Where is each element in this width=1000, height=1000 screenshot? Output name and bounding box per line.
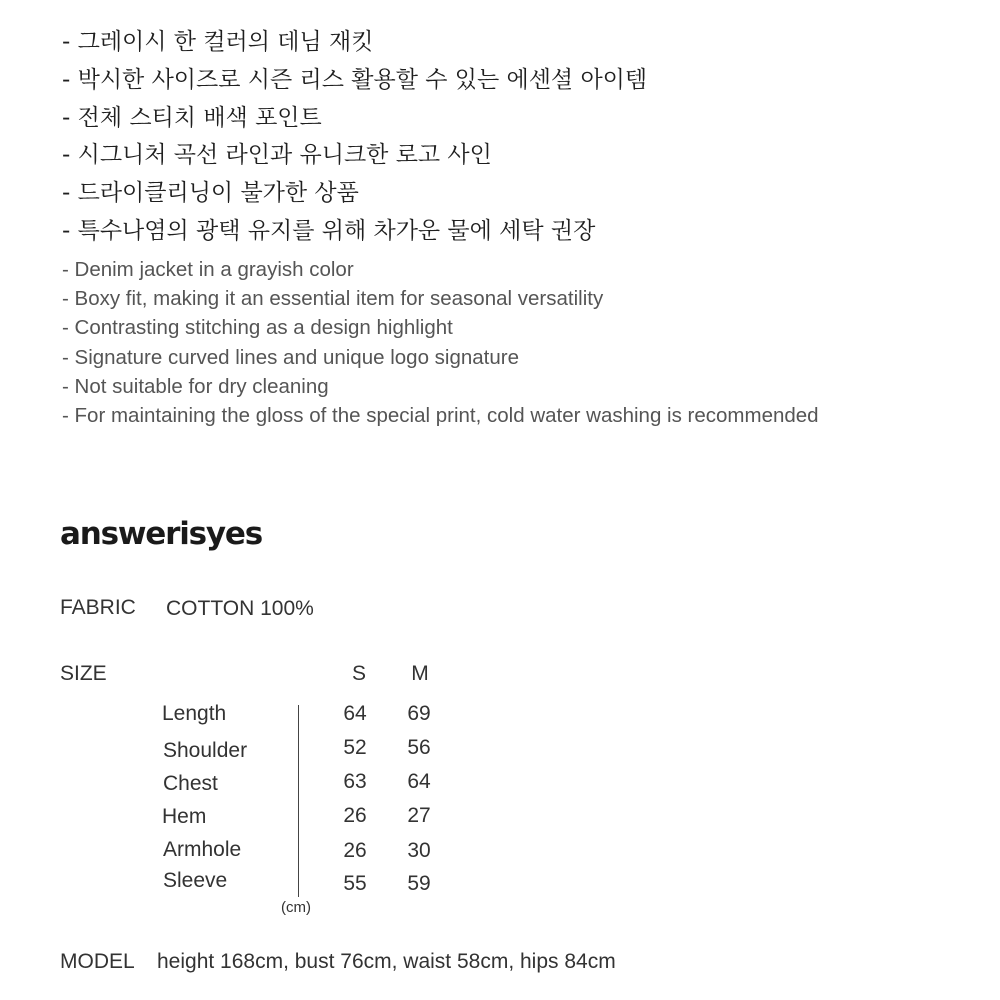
measure-name: Chest [163,772,218,795]
english-description-list [62,255,819,430]
measure-name: Sleeve [163,869,228,892]
size-table [162,702,462,906]
measure-s-value: 64 [343,702,367,725]
korean-line: - 특수나염의 광택 유지를 위해 차가운 물에 세탁 권장 [62,217,596,244]
korean-line: - 드라이클리닝이 불가한 상품 [62,180,359,207]
english-line: - Contrasting stitching as a design highlight [62,316,453,340]
measure-m-value: 64 [407,770,431,793]
size-row-shoulder [162,736,462,770]
korean-line: - 그레이시 한 컬러의 데님 재킷 [62,29,374,55]
measure-m-value: 30 [407,839,431,862]
measure-m-value: 69 [407,702,431,725]
korean-line: - 시그니처 곡선 라인과 유니크한 로고 사인 [62,142,492,169]
measure-s-value: 26 [343,804,367,827]
measure-m-value: 27 [407,804,431,827]
english-line: - Signature curved lines and unique logo signature [62,345,519,369]
measure-m-value: 59 [407,872,431,895]
measure-name: Length [162,702,227,725]
korean-description-list [62,24,647,251]
fabric-value: COTTON 100% [166,597,314,620]
fabric-label: FABRIC [60,596,136,619]
english-line: - Boxy fit, making it an essential item for seasonal versatility [62,287,604,311]
size-label: SIZE [60,662,107,685]
measure-s-value: 26 [343,839,367,862]
korean-line: - 전체 스티치 배색 포인트 [62,104,322,131]
english-line: - Not suitable for dry cleaning [62,374,329,398]
size-column-s: S [351,662,366,685]
model-value: height 168cm, bust 76cm, waist 58cm, hips 84cm [157,950,616,973]
size-row-hem [162,804,462,838]
english-line: - For maintaining the gloss of the special print, cold water washing is recommended [62,404,819,428]
measure-s-value: 63 [343,770,367,793]
measure-s-value: 55 [343,872,367,895]
size-row-sleeve [162,869,462,906]
size-column-m: M [411,662,429,685]
korean-line: - 박시한 사이즈로 시즌 리스 활용할 수 있는 에센셜 아이템 [62,66,648,93]
size-row-armhole [162,838,462,872]
measure-name: Shoulder [163,739,248,762]
size-row-chest [162,770,462,804]
measure-m-value: 56 [407,736,431,759]
model-label: MODEL [60,950,135,973]
measure-name: Armhole [163,838,242,861]
size-row-length [162,702,462,736]
english-line: - Denim jacket in a grayish color [62,258,354,281]
brand-logo: answerisyes [60,516,262,552]
measure-s-value: 52 [343,736,367,759]
size-table-divider [298,705,299,897]
measure-name: Hem [162,805,207,828]
size-unit: (cm) [281,899,311,916]
